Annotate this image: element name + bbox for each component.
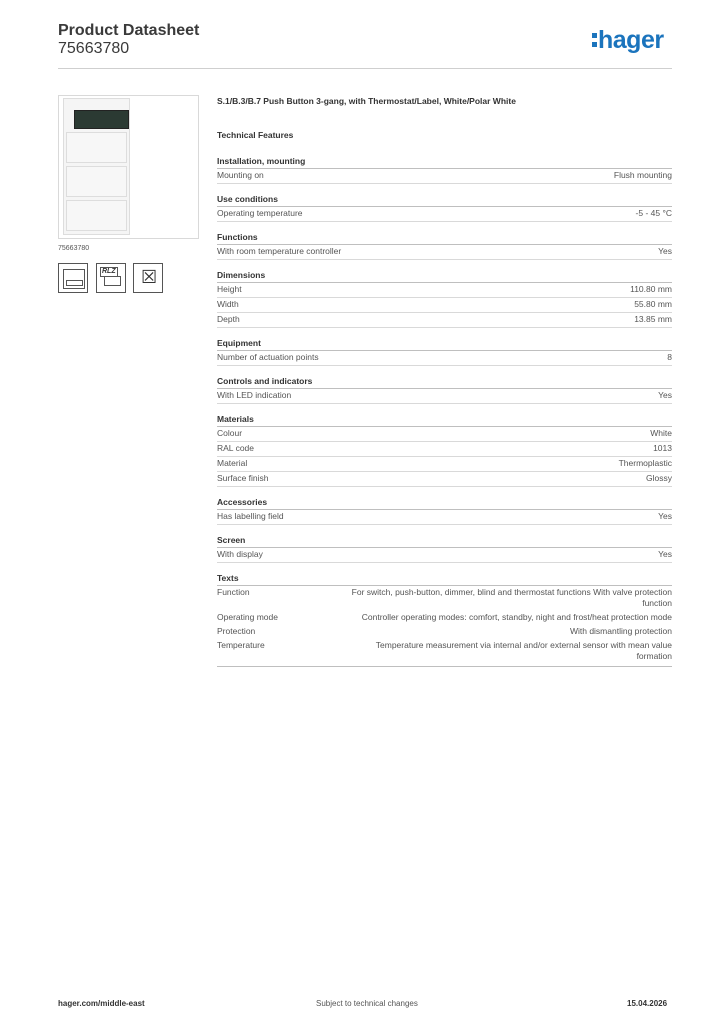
section-heading: Accessories bbox=[217, 497, 672, 510]
device-button bbox=[66, 166, 127, 197]
header-title: Product Datasheet bbox=[58, 22, 200, 39]
section-heading: Installation, mounting bbox=[217, 156, 672, 169]
spec-value: 55.80 mm bbox=[634, 299, 672, 309]
section-accessories bbox=[217, 497, 672, 525]
section-use-conditions bbox=[217, 194, 672, 222]
spec-row bbox=[217, 169, 672, 184]
spec-row bbox=[217, 283, 672, 298]
section-dimensions bbox=[217, 270, 672, 328]
spec-value: 110.80 mm bbox=[630, 284, 672, 294]
spec-value: Controller operating modes: comfort, standby, night and frost/heat protection mode bbox=[361, 612, 672, 622]
spec-value: Glossy bbox=[646, 473, 672, 483]
spec-row bbox=[217, 298, 672, 313]
section-heading: Screen bbox=[217, 535, 672, 548]
spec-value: 13.85 mm bbox=[634, 314, 672, 324]
section-equipment bbox=[217, 338, 672, 366]
spec-label: Operating mode bbox=[217, 612, 278, 622]
spec-value: Flush mounting bbox=[613, 170, 672, 180]
spec-row bbox=[217, 313, 672, 328]
product-id: 75663780 bbox=[58, 40, 130, 57]
spec-row bbox=[217, 586, 672, 611]
footer-website: hager.com/middle-east bbox=[58, 999, 145, 1008]
spec-row bbox=[217, 427, 672, 442]
device-illustration bbox=[63, 98, 130, 235]
spec-value: Thermoplastic bbox=[618, 458, 672, 468]
weee-bin-icon: ☒ bbox=[133, 263, 163, 293]
spec-row bbox=[217, 457, 672, 472]
spec-row bbox=[217, 351, 672, 366]
section-heading: Functions bbox=[217, 232, 672, 245]
spec-value: -5 - 45 °C bbox=[635, 208, 672, 218]
spec-label: Width bbox=[217, 299, 239, 309]
section-heading: Use conditions bbox=[217, 194, 672, 207]
spec-label: With display bbox=[217, 549, 263, 559]
spec-value: White bbox=[650, 428, 672, 438]
section-heading: Materials bbox=[217, 414, 672, 427]
spec-label: Temperature bbox=[217, 640, 265, 650]
header-divider bbox=[58, 68, 672, 69]
section-screen bbox=[217, 535, 672, 563]
spec-label: Mounting on bbox=[217, 170, 264, 180]
spec-label: Number of actuation points bbox=[217, 352, 319, 362]
spec-row bbox=[217, 510, 672, 525]
device-button bbox=[66, 200, 127, 231]
spec-label: With LED indication bbox=[217, 390, 292, 400]
spec-row bbox=[217, 207, 672, 222]
section-heading: Controls and indicators bbox=[217, 376, 672, 389]
section-materials bbox=[217, 414, 672, 487]
spec-row bbox=[217, 472, 672, 487]
spec-row bbox=[217, 245, 672, 260]
spec-value: Yes bbox=[658, 390, 672, 400]
spec-value: With dismantling protection bbox=[569, 626, 672, 636]
spec-label: Function bbox=[217, 587, 250, 597]
product-image bbox=[58, 95, 199, 239]
spec-label: Protection bbox=[217, 626, 256, 636]
spec-row bbox=[217, 625, 672, 639]
device-button bbox=[66, 132, 127, 163]
section-functions bbox=[217, 232, 672, 260]
section-controls-and-indicators bbox=[217, 376, 672, 404]
section-heading: Equipment bbox=[217, 338, 672, 351]
din-rail-icon bbox=[58, 263, 88, 293]
hager-logo bbox=[592, 26, 664, 55]
logo-colon-icon bbox=[592, 33, 597, 47]
section-installation-mounting bbox=[217, 156, 672, 184]
spec-label: Height bbox=[217, 284, 242, 294]
spec-row bbox=[217, 442, 672, 457]
rfid-label-icon: RLZ bbox=[96, 263, 126, 293]
spec-value: Yes bbox=[658, 246, 672, 256]
spec-value: Yes bbox=[658, 549, 672, 559]
spec-label: Material bbox=[217, 458, 248, 468]
features-table bbox=[217, 156, 672, 677]
section-heading: Texts bbox=[217, 573, 672, 586]
spec-label: Depth bbox=[217, 314, 240, 324]
spec-row bbox=[217, 611, 672, 625]
spec-label: Colour bbox=[217, 428, 243, 438]
footer-date: 15.04.2026 bbox=[627, 999, 668, 1008]
footer-disclaimer: Subject to technical changes bbox=[316, 999, 418, 1008]
spec-value: 1013 bbox=[653, 443, 672, 453]
spec-label: Surface finish bbox=[217, 473, 269, 483]
image-caption: 75663780 bbox=[58, 245, 90, 252]
logo-text: hager bbox=[598, 26, 664, 54]
section-texts bbox=[217, 573, 672, 667]
spec-value: Temperature measurement via internal and/or external sensor with mean value formation bbox=[375, 640, 672, 661]
spec-label: With room temperature controller bbox=[217, 246, 342, 256]
spec-row bbox=[217, 639, 672, 664]
spec-value: Yes bbox=[658, 511, 672, 521]
section-heading: Dimensions bbox=[217, 270, 672, 283]
spec-value: For switch, push-button, dimmer, blind and thermostat functions With valve protection function bbox=[351, 587, 672, 608]
spec-row bbox=[217, 389, 672, 404]
spec-label: Has labelling field bbox=[217, 511, 284, 521]
spec-row bbox=[217, 548, 672, 563]
technical-features-heading: Technical Features bbox=[217, 130, 294, 140]
product-name: S.1/B.3/B.7 Push Button 3-gang, with Thermostat/Label, White/Polar White bbox=[217, 96, 516, 106]
spec-value: 8 bbox=[667, 352, 672, 362]
spec-label: Operating temperature bbox=[217, 208, 303, 218]
display-screen bbox=[74, 110, 129, 129]
spec-label: RAL code bbox=[217, 443, 255, 453]
